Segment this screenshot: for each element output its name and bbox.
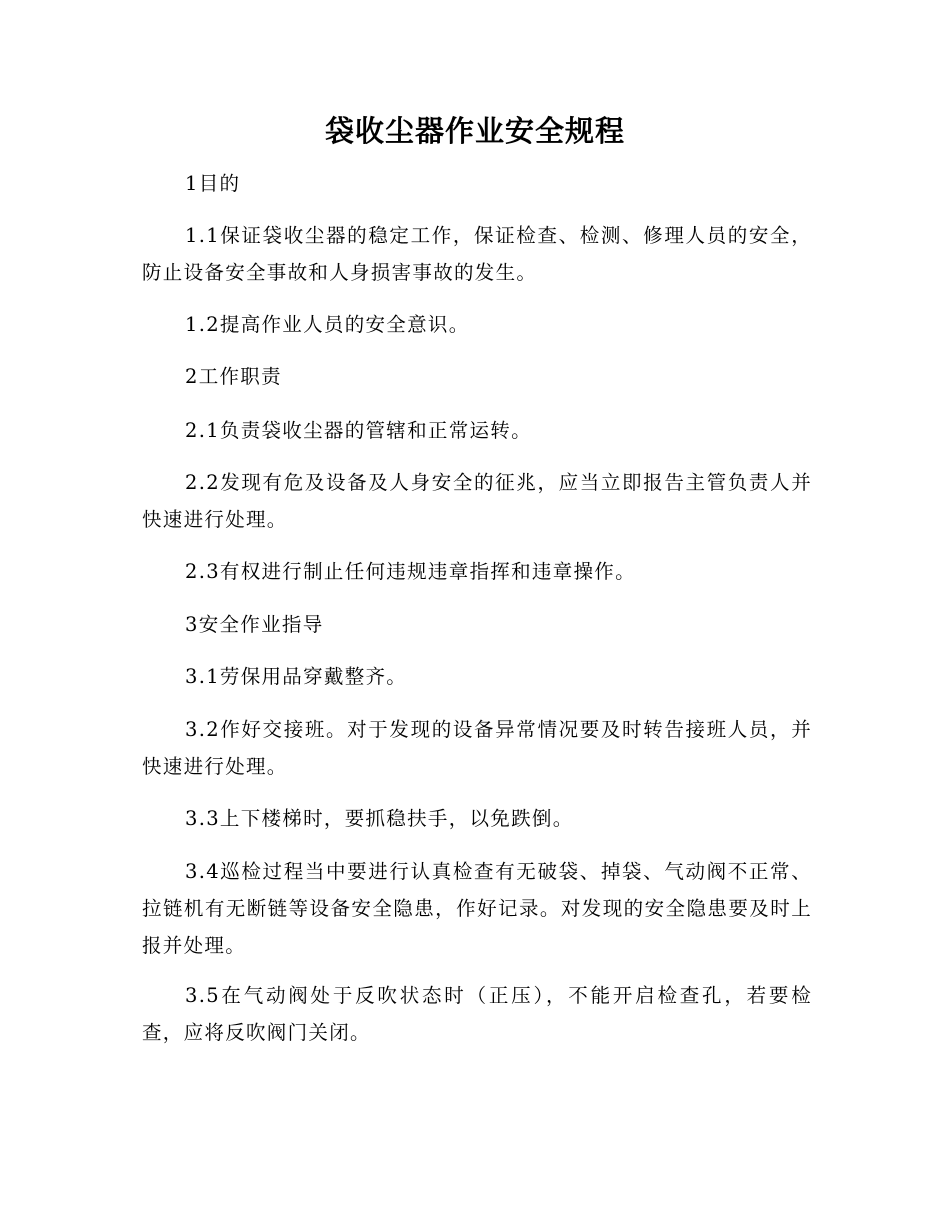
section-heading-purpose: 1目的 <box>185 172 241 195</box>
paragraph-3-1: 3.1劳保用品穿戴整齐。 <box>185 665 408 688</box>
paragraph-3-4: 3.4巡检过程当中要进行认真检查有无破袋、掉袋、气动阀不正常、拉链机有无断链等设备安全隐患，作好记录。对发现的安全隐患要及时上报并处理。 <box>142 860 812 957</box>
section-heading-safety-guidance: 3安全作业指导 <box>185 613 324 636</box>
paragraph-2-3: 2.3有权进行制止任何违规违章指挥和违章操作。 <box>185 560 636 583</box>
paragraph-1-1: 1.1保证袋收尘器的稳定工作，保证检查、检测、修理人员的安全，防止设备安全事故和人身损害事故的发生。 <box>142 224 812 284</box>
paragraph-2-1: 2.1负责袋收尘器的管辖和正常运转。 <box>185 419 532 442</box>
paragraph-2-2: 2.2发现有危及设备及人身安全的征兆，应当立即报告主管负责人并快速进行处理。 <box>142 471 812 531</box>
section-heading-duties: 2工作职责 <box>185 365 282 388</box>
document-title: 袋收尘器作业安全规程 <box>324 114 625 148</box>
paragraph-3-5: 3.5在气动阀处于反吹状态时（正压），不能开启检查孔，若要检查，应将反吹阀门关闭。 <box>142 984 812 1044</box>
paragraph-3-2: 3.2作好交接班。对于发现的设备异常情况要及时转告接班人员，并快速进行处理。 <box>142 718 812 778</box>
paragraph-1-2: 1.2提高作业人员的安全意识。 <box>185 313 470 336</box>
paragraph-3-3: 3.3上下楼梯时，要抓稳扶手，以免跌倒。 <box>185 807 574 830</box>
